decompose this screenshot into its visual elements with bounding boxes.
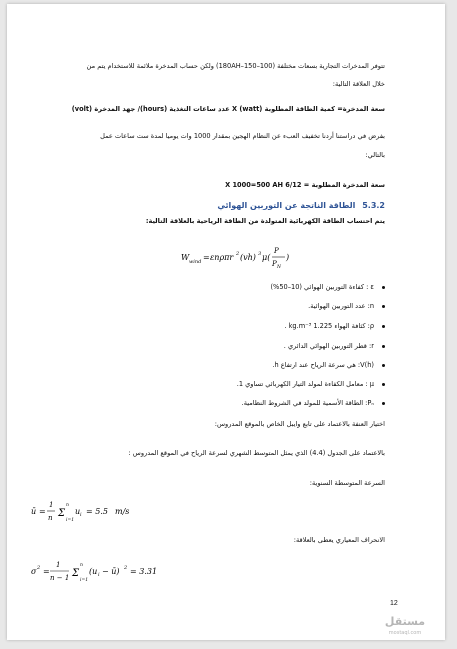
svg-text:W: W (181, 253, 190, 262)
svg-text:N: N (277, 265, 281, 270)
paragraph-battery-result: سعة المدخرة المطلوبة = 6/12 X 1000=500 AH (225, 181, 385, 189)
paragraph-mean-speed-label: السرعة المتوسطة السنوية: (309, 479, 385, 487)
bullet-dot (382, 325, 385, 328)
paragraph-std-dev-label: الانحراف المعياري يعطى بالعلاقة: (293, 536, 385, 544)
svg-text:i: i (98, 572, 100, 578)
paragraph-table-reference: بالاعتماد على الجدول (4.4) الذي يمثل المتوسط الشهري لسرعة الرياح في الموقع المدروس : (128, 449, 385, 457)
bullet-radius: r: قطر التوربين الهوائي الدائري . (284, 342, 385, 350)
paragraph-wind-intro: يتم احتساب الطاقة الكهربائية المتولدة من الطاقة الرياحية بالعلاقة التالية: (145, 217, 385, 225)
paragraph-turbine-selection: اختيار العنفة بالاعتماد على تابع وايبل الخاص بالموقع المدروس: (214, 420, 385, 428)
paragraph-assumption-line1: بفرض في دراستنا أردنا تخفيف العبء عن النظام الهجين بمقدار 1000 وات يوميا لمدة ست ساعات عمل (100, 132, 385, 140)
svg-text:n: n (80, 563, 83, 568)
section-title: الطاقة الناتجة عن التوربين الهوائي (217, 201, 356, 210)
page-number: 12 (390, 600, 398, 607)
svg-text:2: 2 (37, 565, 41, 571)
svg-text:(vh): (vh) (240, 253, 256, 262)
svg-text:1: 1 (56, 561, 61, 569)
svg-text:wind: wind (189, 259, 202, 265)
formula-mean-speed (29, 494, 159, 528)
section-heading (217, 201, 385, 210)
bullet-density: ρ: كثافة الهواء 1.225 kg.m⁻³ . (284, 322, 385, 330)
formula-wind-power (179, 240, 299, 274)
bullet-generator-efficiency: μ : معامل الكفاءة لمولد التيار الكهربائي تساوي 1. (237, 380, 385, 388)
bullet-turbines: n: عدد التوربين الهوائية. (308, 302, 385, 310)
svg-text:مستقل: مستقل (384, 615, 426, 628)
bullet-dot (382, 402, 385, 405)
svg-text:=: = (43, 567, 50, 576)
svg-text:2: 2 (124, 565, 128, 571)
bullet-rated-power: Pₙ: الطاقة الأسمية للمولد في الشروط النظامية. (242, 399, 385, 407)
svg-text:n − 1: n − 1 (50, 574, 70, 582)
paragraph-batteries-line2: خلال العلاقة التالية: (332, 80, 385, 88)
document-page (7, 4, 445, 640)
svg-text:= 5.5: = 5.5 (86, 507, 108, 516)
svg-text:2: 2 (236, 251, 240, 257)
svg-text:εnρπr: εnρπr (210, 253, 234, 262)
svg-text:− ū): − ū) (102, 567, 120, 576)
svg-text:=: = (203, 253, 210, 262)
svg-text:μ(: μ( (262, 253, 271, 262)
svg-text:3: 3 (258, 251, 262, 257)
svg-text:ū: ū (31, 507, 37, 516)
svg-text:m/s: m/s (115, 507, 130, 516)
svg-text:i=1: i=1 (80, 578, 89, 583)
svg-text:mostaql.com: mostaql.com (388, 630, 422, 636)
bullet-dot (382, 305, 385, 308)
section-number: 5.3.2 (362, 201, 385, 210)
svg-text:u: u (75, 507, 81, 516)
bullet-dot (382, 286, 385, 289)
svg-text:σ: σ (31, 567, 37, 576)
svg-text:P: P (272, 260, 277, 268)
svg-text:i=1: i=1 (66, 518, 75, 523)
formula-std-dev (29, 554, 209, 588)
svg-text:Σ: Σ (72, 568, 80, 579)
svg-text:n: n (48, 514, 53, 522)
bullet-dot (382, 383, 385, 386)
svg-text:1: 1 (49, 501, 54, 509)
bullet-efficiency: ε : كفاءة التوربين الهوائي (10–50%) (270, 283, 385, 291)
paragraph-assumption-line2: بالتالي: (365, 151, 385, 159)
svg-text:i: i (80, 512, 82, 518)
paragraph-batteries-line1: تتوفر المدخرات التجارية بسعات مختلفة (100–150–180AH) ولكن حساب المدخرة ملائمة للاستخدام يتم من (86, 62, 385, 70)
svg-text:=: = (39, 507, 46, 516)
mostaql-logo (381, 612, 429, 636)
svg-text:): ) (286, 253, 290, 262)
svg-text:(u: (u (89, 567, 98, 576)
svg-text:= 3.31: = 3.31 (130, 567, 158, 576)
svg-text:Σ: Σ (58, 508, 66, 519)
bullet-dot (382, 345, 385, 348)
bullet-dot (382, 364, 385, 367)
svg-text:P: P (274, 247, 279, 255)
svg-text:n: n (66, 503, 69, 508)
paragraph-battery-formula: سعة المدخرة= كمية الطاقة المطلوبة (watt) X عدد ساعات التغذية (hours)/ جهد المدخرة (volt) (71, 105, 385, 113)
bullet-wind-speed: V(h): هي سرعة الرياح عند ارتفاع h. (272, 361, 385, 369)
